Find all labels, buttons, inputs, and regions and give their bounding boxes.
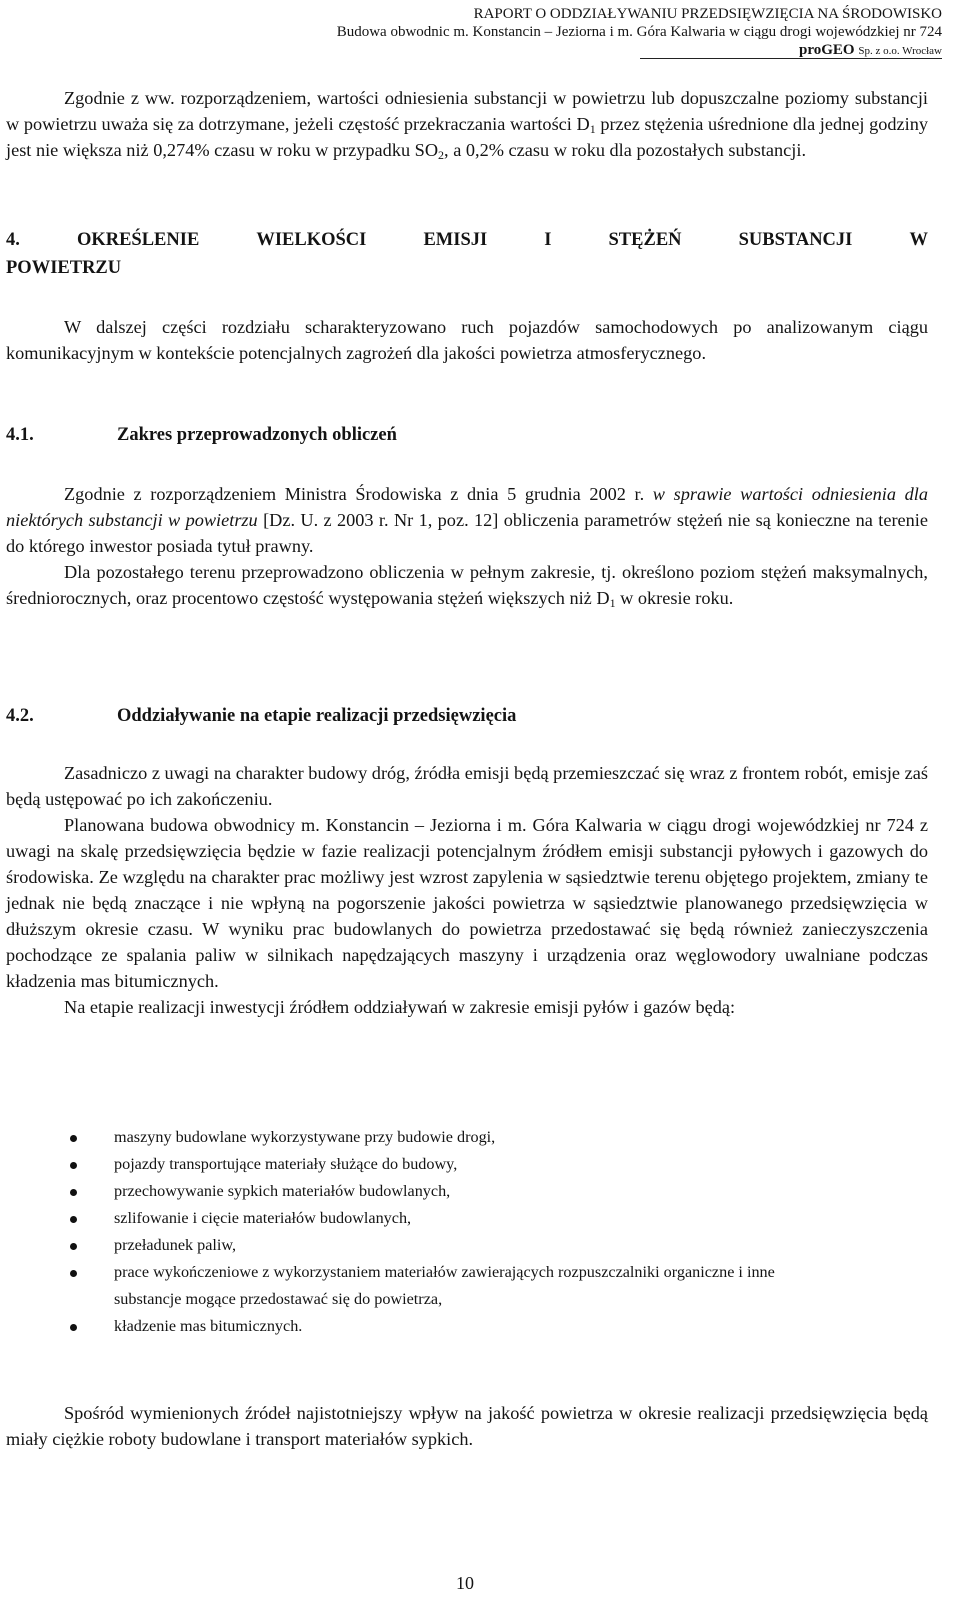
closing-paragraph (6, 1400, 928, 1452)
header-project-title: Budowa obwodnic m. Konstancin – Jeziorna i m. Góra Kalwaria w ciągu drogi wojewódzkiej nr 724 (336, 24, 942, 40)
section-4-heading-row (6, 226, 928, 254)
section-4-1-heading (6, 425, 397, 446)
regulation-title: w sprawie wartości odniesienia dla niektórych substancji w powietrzu (6, 484, 928, 530)
emission-sources-list (58, 1124, 838, 1340)
list-item-text: prace wykończeniowe z wykorzystaniem materiałów zawierających rozpuszczalniki organiczne i inne substancje mogące przedostawać się do powietrza, (114, 1263, 775, 1308)
heading-word: OKREŚLENIE (76, 230, 200, 250)
section-4-2-body (6, 760, 928, 1020)
list-item (58, 1205, 838, 1232)
section-4-2-p3: Na etapie realizacji inwestycji źródłem oddziaływań w zakresie emisji pyłów i gazów będą: (64, 997, 736, 1017)
list-item-text: szlifowanie i cięcie materiałów budowlanych, (114, 1209, 412, 1227)
heading-word: SUBSTANCJI (738, 230, 853, 250)
section-4-text: W dalszej części rozdziału scharakteryzowano ruch pojazdów samochodowych po analizowanym ciągu komunikacyjnym w kontekście potencjalnych zagrożeń dla jakości powietrza atmosferycznego. (6, 317, 928, 363)
heading-word: W (909, 230, 928, 250)
section-4-1-p2-sub: 1 (609, 596, 616, 610)
company-name: proGEO (799, 42, 855, 58)
section-4-2-title: Oddziaływanie na etapie realizacji przedsięwzięcia (117, 706, 517, 726)
bullet-icon (70, 1189, 77, 1196)
section-4-1-body (6, 481, 928, 611)
heading-word: I (544, 230, 552, 250)
list-item (58, 1151, 838, 1178)
section-4-1-p2-a: Dla pozostałego terenu przeprowadzono obliczenia w pełnym zakresie, tj. określono poziom stężeń maksymalnych, średniorocznych, oraz procentowo częstość występowania stężeń większych niż D (6, 562, 928, 608)
heading-word: STĘŻEŃ (608, 230, 682, 250)
section-4-1-title: Zakres przeprowadzonych obliczeń (117, 425, 397, 445)
bullet-icon (70, 1324, 77, 1331)
intro-text-3: , a 0,2% czasu w roku dla pozostałych substancji. (444, 140, 807, 160)
section-4-2-p2: Planowana budowa obwodnicy m. Konstancin – Jeziorna i m. Góra Kalwaria w ciągu drogi wojewódzkiej nr 724 z uwagi na skalę przedsięwzięcia będzie w fazie realizacji potencjalnym źródłem emisji substancji pyłowych i gazowych do środowiska. Ze względu na charakter prac możliwy jest wzrost zapylenia w sąsiedztwie terenu objętego projektem, zmiany te jednak nie będą znaczące i nie wpłyną na pogorszenie jakości powietrza w sąsiedztwie planowanego przedsięwzięcia w dłuższym okresie czasu. W wyniku prac budowlanych do powietrza przedostawać się będą również zanieczyszczenia pochodzące ze spalania paliw w silnikach napędzających maszyny i urządzenia oraz węglowodory uwalniane podczas kładzenia mas bitumicznych. (6, 815, 928, 991)
heading-word: EMISJI (423, 230, 488, 250)
section-4-2-number: 4.2. (6, 706, 34, 726)
list-item (58, 1232, 838, 1259)
list-item (58, 1178, 838, 1205)
list-item-text: maszyny budowlane wykorzystywane przy budowie drogi, (114, 1128, 496, 1146)
list-item-text: pojazdy transportujące materiały służące do budowy, (114, 1155, 458, 1173)
section-4-2-heading (6, 706, 516, 727)
list-item-text: przechowywanie sypkich materiałów budowlanych, (114, 1182, 451, 1200)
section-4-1-p2-b: w okresie roku. (615, 588, 734, 608)
section-4-heading (6, 226, 928, 282)
intro-text-1: Zgodnie z ww. rozporządzeniem, wartości odniesienia substancji w powietrzu lub dopuszczalne poziomy substancji w powietrzu uważa się za dotrzymane, jeżeli częstość przekraczania wartości D (6, 88, 928, 134)
intro-sub-2: 2 (438, 148, 445, 162)
page-number: 10 (456, 1573, 474, 1593)
company-suffix: Sp. z o.o. Wrocław (858, 45, 942, 57)
bullet-icon (70, 1216, 77, 1223)
bullet-icon (70, 1135, 77, 1142)
intro-sub-1: 1 (589, 122, 596, 136)
closing-text: Spośród wymienionych źródeł najistotniejszy wpływ na jakość powietrza w okresie realizacji przedsięwzięcia będą miały ciężkie roboty budowlane i transport materiałów sypkich. (6, 1403, 928, 1449)
section-4-1-number: 4.1. (6, 425, 34, 445)
header-report-title: RAPORT O ODDZIAŁYWANIU PRZEDSIĘWZIĘCIA NA ŚRODOWISKO (473, 6, 942, 22)
intro-text-2: przez stężenia uśrednione dla jednej godziny jest nie większa niż 0,274% czasu w roku w przypadku SO (6, 114, 928, 160)
header-rule (640, 58, 942, 59)
section-4-1-p1-b: [Dz. U. z 2003 r. Nr 1, poz. 12] obliczenia parametrów stężeń nie są konieczne na terenie do którego inwestor posiada tytuł prawny. (6, 510, 928, 556)
intro-paragraph (6, 85, 928, 163)
list-item (58, 1313, 838, 1340)
section-4-2-p1: Zasadniczo z uwagi na charakter budowy dróg, źródła emisji będą przemieszczać się wraz z frontem robót, emisje zaś będą ustępować po ich zakończeniu. (6, 763, 928, 809)
bullet-icon (70, 1270, 77, 1277)
section-4-paragraph (6, 314, 928, 366)
page-header (337, 5, 942, 60)
list-item-text: przeładunek paliw, (114, 1236, 237, 1254)
bullet-icon (70, 1243, 77, 1250)
list-item (58, 1259, 838, 1313)
section-4-heading-line2: POWIETRZU (6, 258, 122, 278)
heading-word: WIELKOŚCI (256, 230, 367, 250)
section-4-number: 4. (6, 230, 20, 250)
list-item (58, 1124, 838, 1151)
bullet-icon (70, 1162, 77, 1169)
section-4-1-p1-a: Zgodnie z rozporządzeniem Ministra Środowiska z dnia 5 grudnia 2002 r. (64, 484, 653, 504)
list-item-text: kładzenie mas bitumicznych. (114, 1317, 303, 1335)
